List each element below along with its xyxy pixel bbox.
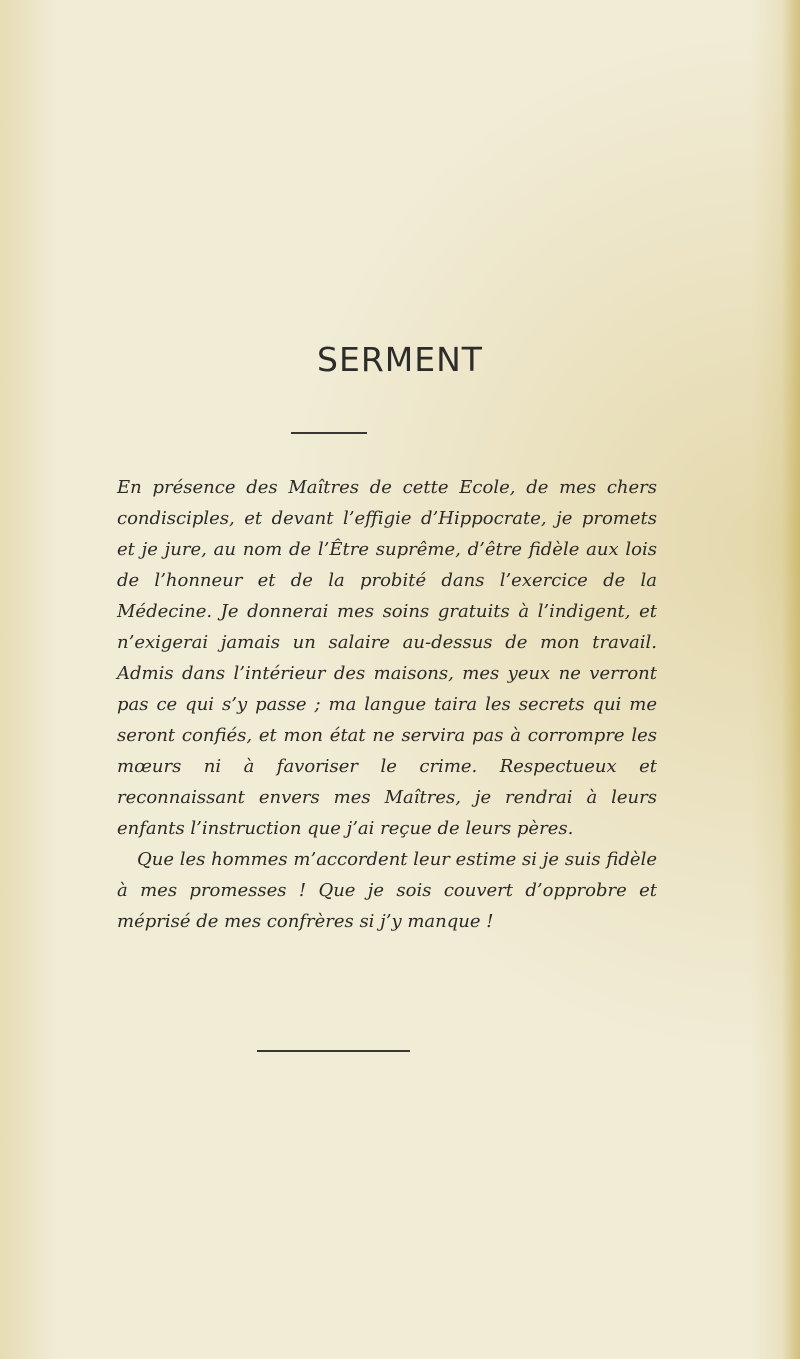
title-divider xyxy=(291,432,367,434)
oath-paragraph-2: Que les hommes m’accordent leur estime si je suis fidèle à mes promesses ! Que je sois couvert d’opprobre et méprisé de mes confrères si j’y manque ! xyxy=(117,849,657,932)
oath-text xyxy=(117,472,657,937)
page-edge-shading xyxy=(782,0,800,1359)
page-title: SERMENT xyxy=(317,340,483,379)
closing-divider xyxy=(257,1050,410,1052)
oath-paragraph-1: En présence des Maîtres de cette Ecole, de mes chers condisciples, et devant l’effigie d’Hippocrate, je promets et je jure, au nom de l’Être suprême, d’être fidèle aux lois de l’honneur et de la probité dans l’exercice de la Médecine. Je donnerai mes soins gratuits à l’indigent, et n’exigerai jamais un salaire au-dessus de mon travail. Admis dans l’intérieur des maisons, mes yeux ne verront pas ce qui s’y passe ; ma langue taira les secrets qui me seront confiés, et mon état ne servira pas à corrompre les mœurs ni à favoriser le crime. Respectueux et reconnaissant envers mes Maîtres, je rendrai à leurs enfants l’instruction que j’ai reçue de leurs pères. xyxy=(117,477,657,839)
